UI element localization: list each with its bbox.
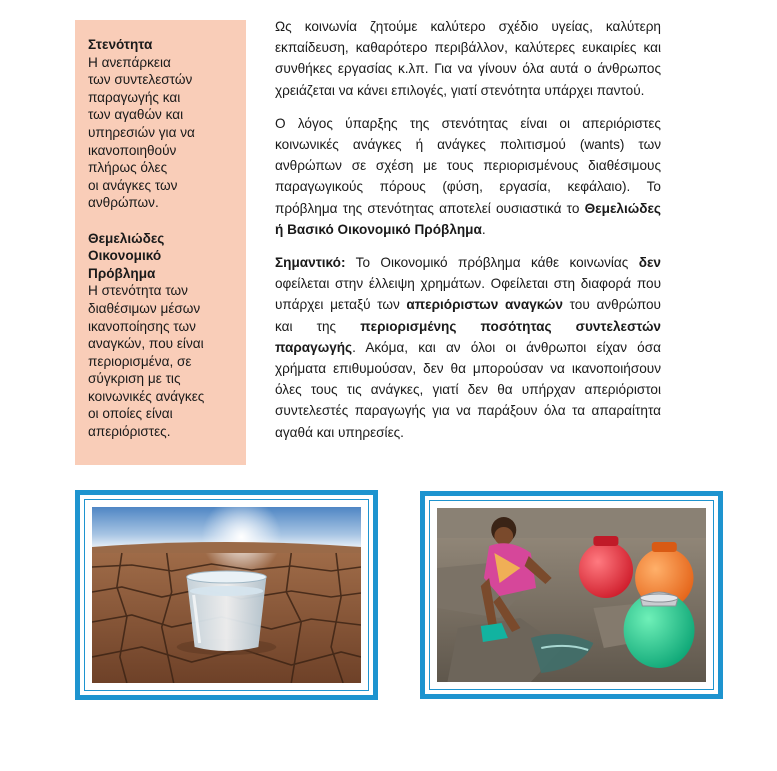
paragraph-2-end: . — [481, 221, 486, 237]
paragraph-3-text-a: Το Οικονομικό πρόβλημα κάθε κοινωνίας — [345, 255, 639, 271]
spacer — [88, 212, 234, 230]
paragraph-2-text: Ο λόγος ύπαρξης της στενότητας είναι οι απεριόριστες κοινωνικές ανάγκες ή ανάγκες πολιτισμού (wants) των ανθρώπων σε σχέση με τους περιορισμένους διαθέσιμους παραγωγικούς πόρους (φύση, εργασία, κεφάλαιο). Το πρόβλημα της στενότητας αποτελεί ουσιαστικά το — [275, 115, 661, 216]
photo-frame-drought — [75, 490, 378, 700]
definition-scarcity: Η ανεπάρκεια των συντελεστών παραγωγής και των αγαθών και υπηρεσιών για να ικανοποιηθούν πλήρως όλες οι ανάγκες των ανθρώπων. — [88, 54, 195, 211]
paragraph-3-text-e: του ανθρώπου και της — [275, 297, 661, 334]
important-label: Σημαντικό: — [275, 255, 346, 271]
paragraph-3-text-g: . Ακόμα, και αν όλοι οι άνθρωποι είχαν όσα χρήματα επιθυμούσαν, δεν θα μπορούσαν να ικανοποιήσουν όλες τους τις ανάγκες, γιατί δεν θα υπήρχαν απεριόριστοι συντελεστές παραγωγής για να παράξουν όλα τα απαραίτητα αγαθά και υπηρεσίες. — [275, 339, 661, 440]
child-collecting-water-image — [437, 508, 706, 682]
photo-frame-water — [420, 491, 723, 699]
paragraph-3-bold-not: δεν — [638, 255, 661, 271]
paragraph-1 — [275, 16, 661, 101]
paragraph-1-text: Ως κοινωνία ζητούμε καλύτερο σχέδιο υγείας, καλύτερη εκπαίδευση, καθαρότερο περιβάλλον, καλύτερες ευκαιρίες και συνθήκες εργασίας κ.λπ. Για να γίνουν όλα αυτά ο άνθρωπος χρειάζεται να κάνει επιλογές, γιατί στενότητα υπάρχει παντού. — [275, 19, 661, 98]
term-scarcity: Στενότητα — [88, 37, 153, 52]
main-text — [275, 16, 661, 455]
paragraph-2 — [275, 113, 661, 240]
term-economic-problem: Θεμελιώδες Οικονομικό Πρόβλημα — [88, 230, 165, 281]
definitions-sidebar — [75, 20, 246, 465]
paragraph-2-bold: Θεμελιώδες ή Βασικό Οικονομικό Πρόβλημα — [275, 200, 661, 237]
paragraph-3-bold-needs: απεριόριστων αναγκών — [406, 297, 563, 313]
paragraph-3-text-c: οφείλεται στην έλλειψη χρημάτων. Οφείλεται στη διαφορά που υπάρχει μεταξύ των — [275, 276, 661, 313]
paragraph-3 — [275, 252, 661, 443]
drought-water-glass-image — [92, 507, 361, 683]
definition-economic-problem: Η στενότητα των διαθέσιμων μέσων ικανοποίησης των αναγκών, που είναι περιορισμένα, σε σύγκριση με τις κοινωνικές ανάγκες οι οποίες είναι απεριόριστες. — [88, 283, 205, 440]
paragraph-3-bold-factors: περιορισμένης ποσότητας συντελεστών παραγωγής — [275, 318, 661, 355]
